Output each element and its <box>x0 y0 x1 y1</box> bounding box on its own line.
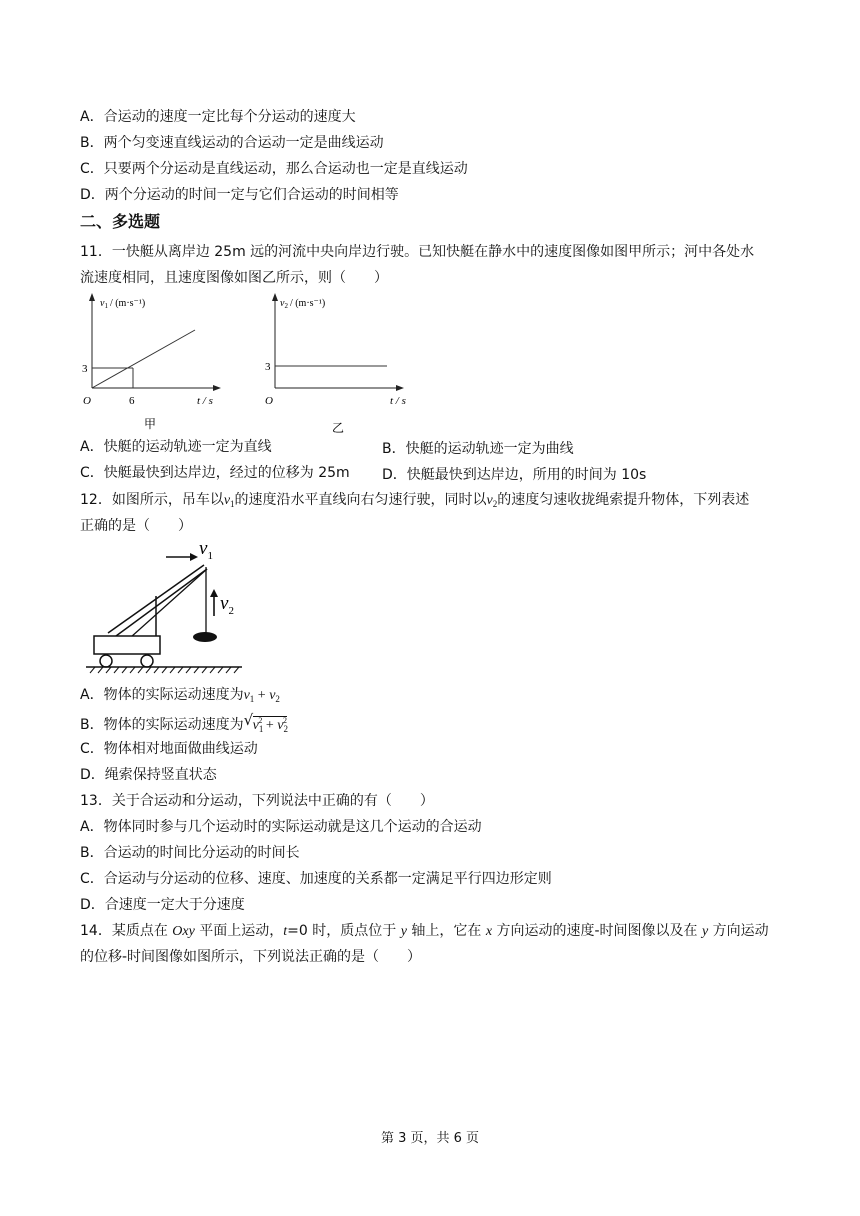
q13-stem: 13．关于合运动和分运动，下列说法中正确的有（ ） <box>80 793 434 809</box>
q13-option-c: C．合运动与分运动的位移、速度、加速度的关系都一定满足平行四边形定则 <box>80 871 552 887</box>
graph-b-ylabel: $v_2 / (m\cdot s^{-1})$ <box>280 298 326 310</box>
q12-option-b: B．物体的实际运动速度为 √ $v_1^2 + v_2^2$ <box>80 712 287 738</box>
graph-a-line <box>92 330 195 388</box>
graph-a-caption: 甲 <box>144 417 157 430</box>
load <box>193 632 217 642</box>
q13-option-d: D．合速度一定大于分速度 <box>80 897 245 913</box>
q12-stem-line1: 12．如图所示，吊车以$v_1$的速度沿水平直线向右匀速行驶，同时以$v_2$的速度匀速收拢绳索提升物体，下列表述 <box>80 492 750 509</box>
graph-b-origin: O <box>265 395 273 407</box>
v2-arrow-head <box>210 589 218 597</box>
graph-a-y-tick: 3 <box>82 363 88 375</box>
graph-b-xlabel: t / s <box>390 395 406 407</box>
q11-option-a: A．快艇的运动轨迹一定为直线 <box>80 439 272 455</box>
graph-a-origin: O <box>83 395 91 407</box>
wheel-right <box>141 655 153 667</box>
q10-option-a: A．合运动的速度一定比每个分运动的速度大 <box>80 109 356 125</box>
q10-option-d: D．两个分运动的时间一定与它们合运动的时间相等 <box>80 187 399 203</box>
q12-option-c: C．物体相对地面做曲线运动 <box>80 741 258 757</box>
graph-a-y-arrow <box>89 293 95 301</box>
q12-crane-diagram <box>86 536 246 676</box>
q10-option-b: B．两个匀变速直线运动的合运动一定是曲线运动 <box>80 135 384 151</box>
q11-option-c: C．快艇最快到达岸边，经过的位移为 25m <box>80 465 350 481</box>
graph-b-y-tick: 3 <box>265 361 271 373</box>
q12-option-d: D．绳索保持竖直状态 <box>80 767 217 783</box>
q12-option-a: A．物体的实际运动速度为$v_1 + v_2$ <box>80 687 280 704</box>
q11-stem-line1: 11．一快艇从离岸边 25m 远的河流中央向岸边行驶。已知快艇在静水中的速度图像如图甲所示；河中各处水 <box>80 244 755 260</box>
q10-option-c: C．只要两个分运动是直线运动，那么合运动也一定是直线运动 <box>80 161 468 177</box>
v1-arrow-head <box>190 553 198 561</box>
graph-a-ylabel: $v_1 / (m\cdot s^{-1})$ <box>100 298 146 310</box>
q13-option-a: A．物体同时参与几个运动时的实际运动就是这几个运动的合运动 <box>80 819 482 835</box>
q12-stem-line2: 正确的是（ ） <box>80 518 192 534</box>
q11-option-b: B．快艇的运动轨迹一定为曲线 <box>382 441 574 457</box>
q14-stem-line2: 的位移-时间图像如图所示，下列说法正确的是（ ） <box>80 949 422 965</box>
truck-body <box>94 636 160 654</box>
graph-a-x-arrow <box>213 385 221 391</box>
q11-graph-a <box>80 290 230 430</box>
v1-label: $v_1$ <box>199 538 213 562</box>
q14-stem-line1: 14．某质点在 Oxy 平面上运动，t=0 时，质点位于 y 轴上，它在 x 方向运动的速度-时间图像以及在 y 方向运动 <box>80 923 769 939</box>
section-heading: 二、多选题 <box>80 212 161 231</box>
q11-stem-line2: 流速度相同，且速度图像如图乙所示，则（ ） <box>80 270 388 286</box>
page-footer: 第 3 页，共 6 页 <box>380 1131 480 1146</box>
crane-boom-lower <box>116 569 207 636</box>
ground-hatching <box>90 667 239 673</box>
crane-boom-inner <box>131 569 207 637</box>
graph-a-x-tick: 6 <box>129 395 135 407</box>
graph-b-caption: 乙 <box>332 421 345 435</box>
q13-option-b: B．合运动的时间比分运动的时间长 <box>80 845 300 861</box>
q11-option-d: D．快艇最快到达岸边，所用的时间为 10s <box>382 467 647 483</box>
sqrt-sign: √ <box>243 711 254 729</box>
graph-b-x-arrow <box>396 385 404 391</box>
graph-a-xlabel: t / s <box>197 395 213 407</box>
sqrt-expression: √ $v_1^2 + v_2^2$ <box>243 711 288 734</box>
graph-b-y-arrow <box>272 293 278 301</box>
v2-label: $v_2$ <box>220 593 234 617</box>
q11-graph-b <box>262 290 422 438</box>
wheel-left <box>100 655 112 667</box>
